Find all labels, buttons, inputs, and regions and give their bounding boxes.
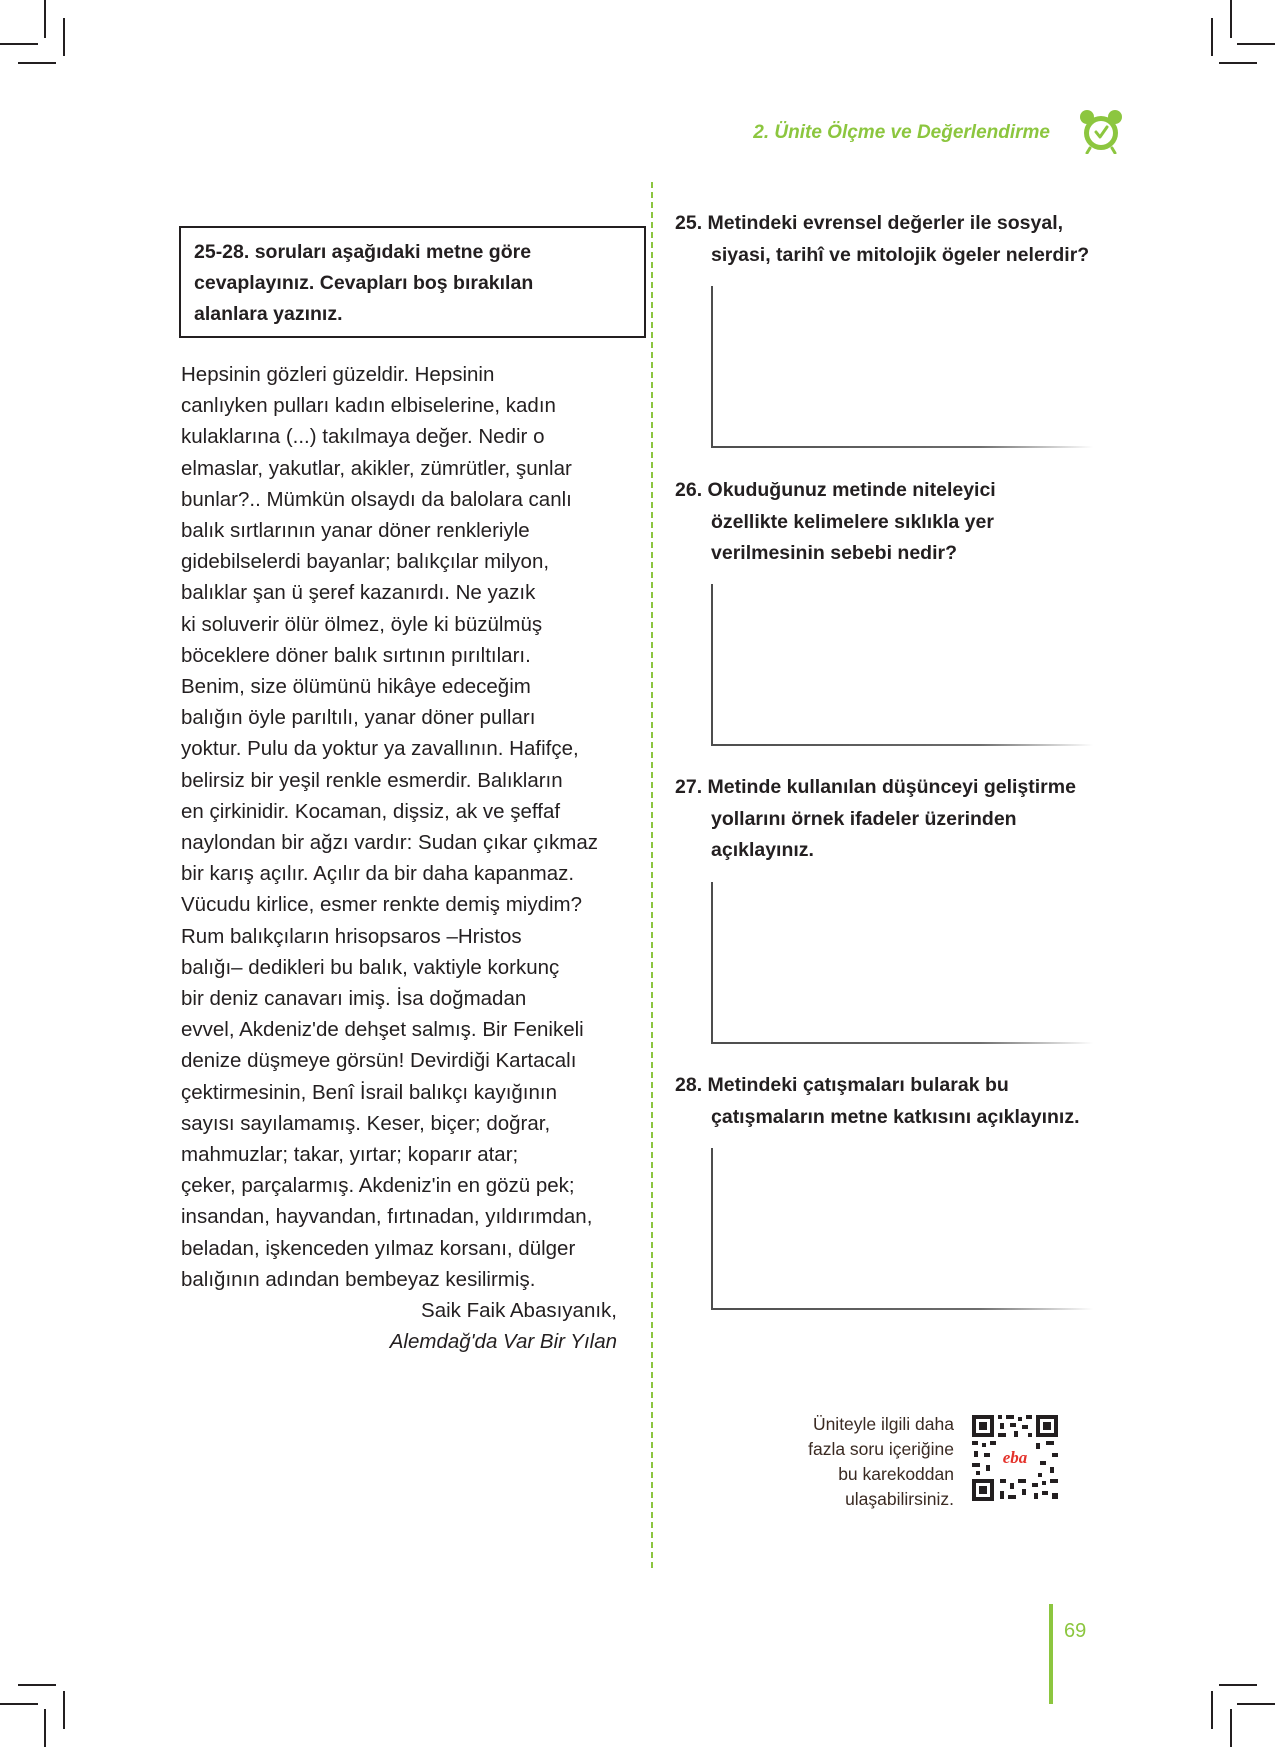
crop-mark	[18, 1684, 56, 1686]
crop-mark	[1211, 1691, 1213, 1729]
passage-line: balıklar şan ü şeref kazanırdı. Ne yazık	[181, 581, 536, 605]
eba-logo: eba	[1002, 1448, 1028, 1467]
question-text: siyasi, tarihî ve mitolojik ögeler nelerdir?	[711, 243, 1090, 266]
reading-passage	[181, 359, 621, 1358]
passage-line: elmaslar, yakutlar, akikler, zümrütler, şunlar	[181, 456, 572, 480]
crop-mark	[0, 43, 38, 45]
crop-mark	[63, 1691, 65, 1729]
crop-mark	[63, 18, 65, 56]
column-divider	[651, 182, 653, 1568]
crop-mark	[1211, 18, 1213, 56]
crop-mark	[18, 62, 56, 64]
question-number: 28.	[675, 1074, 703, 1096]
crop-mark	[1219, 1684, 1257, 1686]
qr-caption-line: fazla soru içeriğine	[808, 1439, 954, 1459]
passage-line: evvel, Akdeniz'de dehşet salmış. Bir Fenikeli	[181, 1018, 584, 1042]
answer-area-27[interactable]	[711, 882, 1093, 1044]
question-number: 27.	[675, 776, 703, 798]
instruction-box	[179, 226, 646, 338]
passage-line: insandan, hayvandan, fırtınadan, yıldırımdan,	[181, 1205, 593, 1229]
passage-line: Benim, size ölümünü hikâye edeceğim	[181, 675, 531, 699]
crop-mark	[1230, 0, 1232, 38]
crop-mark	[44, 0, 46, 38]
question-text: çatışmaların metne katkısını açıklayınız.	[711, 1105, 1080, 1128]
passage-line: balık sırtlarının yanar döner renkleriyle	[181, 519, 530, 543]
passage-line: Hepsinin gözleri güzeldir. Hepsinin	[181, 363, 495, 386]
qr-code-icon[interactable]	[970, 1413, 1060, 1503]
passage-line: balığı– dedikleri bu balık, vaktiyle korkunç	[181, 955, 560, 979]
passage-line: en çirkinidir. Kocaman, dişsiz, ak ve şeffaf	[181, 799, 561, 823]
passage-line: böceklere döner balık sırtının pırıltıları.	[181, 643, 531, 667]
passage-line: canlıyken pulları kadın elbiselerine, kadın	[181, 394, 556, 418]
crop-mark	[1219, 62, 1257, 64]
passage-line: Vücudu kirlice, esmer renkte demiş miydim?	[181, 893, 583, 917]
question-text: özellikte kelimelere sıklıkla yer	[711, 510, 994, 533]
passage-line: bunlar?.. Mümkün olsaydı da balolara canlı	[181, 487, 572, 511]
question-number: 25.	[675, 212, 703, 234]
question-26	[675, 475, 1135, 570]
qr-caption-line: ulaşabilirsiniz.	[845, 1489, 954, 1509]
passage-line: çeker, parçalarmış. Akdeniz'in en gözü pek;	[181, 1174, 575, 1198]
crop-mark	[0, 1703, 38, 1705]
passage-line: bir deniz canavarı imiş. İsa doğmadan	[181, 987, 527, 1011]
crop-mark	[1237, 43, 1275, 45]
qr-caption-line: bu karekoddan	[838, 1464, 954, 1484]
passage-line: balığının adından bembeyaz kesilirmiş.	[181, 1267, 536, 1291]
passage-line: gidebilselerdi bayanlar; balıkçılar milyon,	[181, 550, 550, 574]
passage-line: çektirmesinin, Benî İsrail balıkçı kayığının	[181, 1080, 557, 1104]
question-text: Okuduğunuz metinde niteleyici	[707, 479, 996, 501]
qr-caption-line: Üniteyle ilgili daha	[812, 1414, 954, 1434]
page-number: 69	[1064, 1620, 1087, 1642]
answer-area-28[interactable]	[711, 1148, 1093, 1310]
unit-title: 2. Ünite Ölçme ve Değerlendirme	[753, 122, 1050, 143]
question-27	[675, 772, 1135, 867]
instruction-line: alanlara yazınız.	[194, 303, 343, 325]
passage-line: balığın öyle parıltılı, yanar döner pulları	[181, 706, 536, 730]
passage-line: Rum balıkçıların hrisopsaros –Hristos	[181, 924, 522, 948]
question-25	[675, 208, 1135, 271]
instruction-line: cevaplayınız. Cevapları boş bırakılan	[194, 272, 534, 294]
question-28	[675, 1070, 1135, 1133]
question-text: Metindeki evrensel değerler ile sosyal,	[707, 212, 1064, 234]
page-number-bar	[1049, 1604, 1053, 1704]
passage-line: ki soluverir ölür ölmez, öyle ki büzülmüş	[181, 612, 543, 636]
answer-area-25[interactable]	[711, 286, 1093, 448]
crop-mark	[44, 1709, 46, 1747]
crop-mark	[1230, 1709, 1232, 1747]
question-text: verilmesinin sebebi nedir?	[711, 542, 957, 564]
question-text: açıklayınız.	[711, 839, 814, 861]
question-number: 26.	[675, 479, 703, 501]
passage-line: yoktur. Pulu da yoktur ya zavallının. Hafifçe,	[181, 737, 579, 761]
passage-line: beladan, işkenceden yılmaz korsanı, dülger	[181, 1236, 576, 1260]
question-text: Metindeki çatışmaları bularak bu	[707, 1074, 1009, 1096]
passage-source-title: Alemdağ'da Var Bir Yılan	[389, 1330, 617, 1354]
question-text: yollarını örnek ifadeler üzerinden	[711, 807, 1017, 830]
answer-area-26[interactable]	[711, 584, 1093, 746]
instruction-line: 25-28. soruları aşağıdaki metne göre	[194, 241, 532, 263]
crop-mark	[1237, 1703, 1275, 1705]
qr-caption	[760, 1412, 954, 1512]
passage-line: sayısı sayılamamış. Keser, biçer; doğrar,	[181, 1111, 551, 1135]
passage-line: denize düşmeye görsün! Devirdiği Kartacalı	[181, 1049, 577, 1073]
passage-line: belirsiz bir yeşil renkle esmerdir. Balıkların	[181, 768, 563, 792]
passage-line: mahmuzlar; takar, yırtar; koparır atar;	[181, 1143, 519, 1167]
question-text: Metinde kullanılan düşünceyi geliştirme	[707, 776, 1076, 798]
passage-author: Saik Faik Abasıyanık,	[421, 1299, 617, 1323]
alarm-clock-icon	[1078, 108, 1124, 154]
passage-line: kulaklarına (...) takılmaya değer. Nedir o	[181, 425, 545, 449]
passage-line: naylondan bir ağzı vardır: Sudan çıkar çıkmaz	[181, 831, 599, 855]
passage-line: bir karış açılır. Açılır da bir daha kapanmaz.	[181, 862, 575, 886]
